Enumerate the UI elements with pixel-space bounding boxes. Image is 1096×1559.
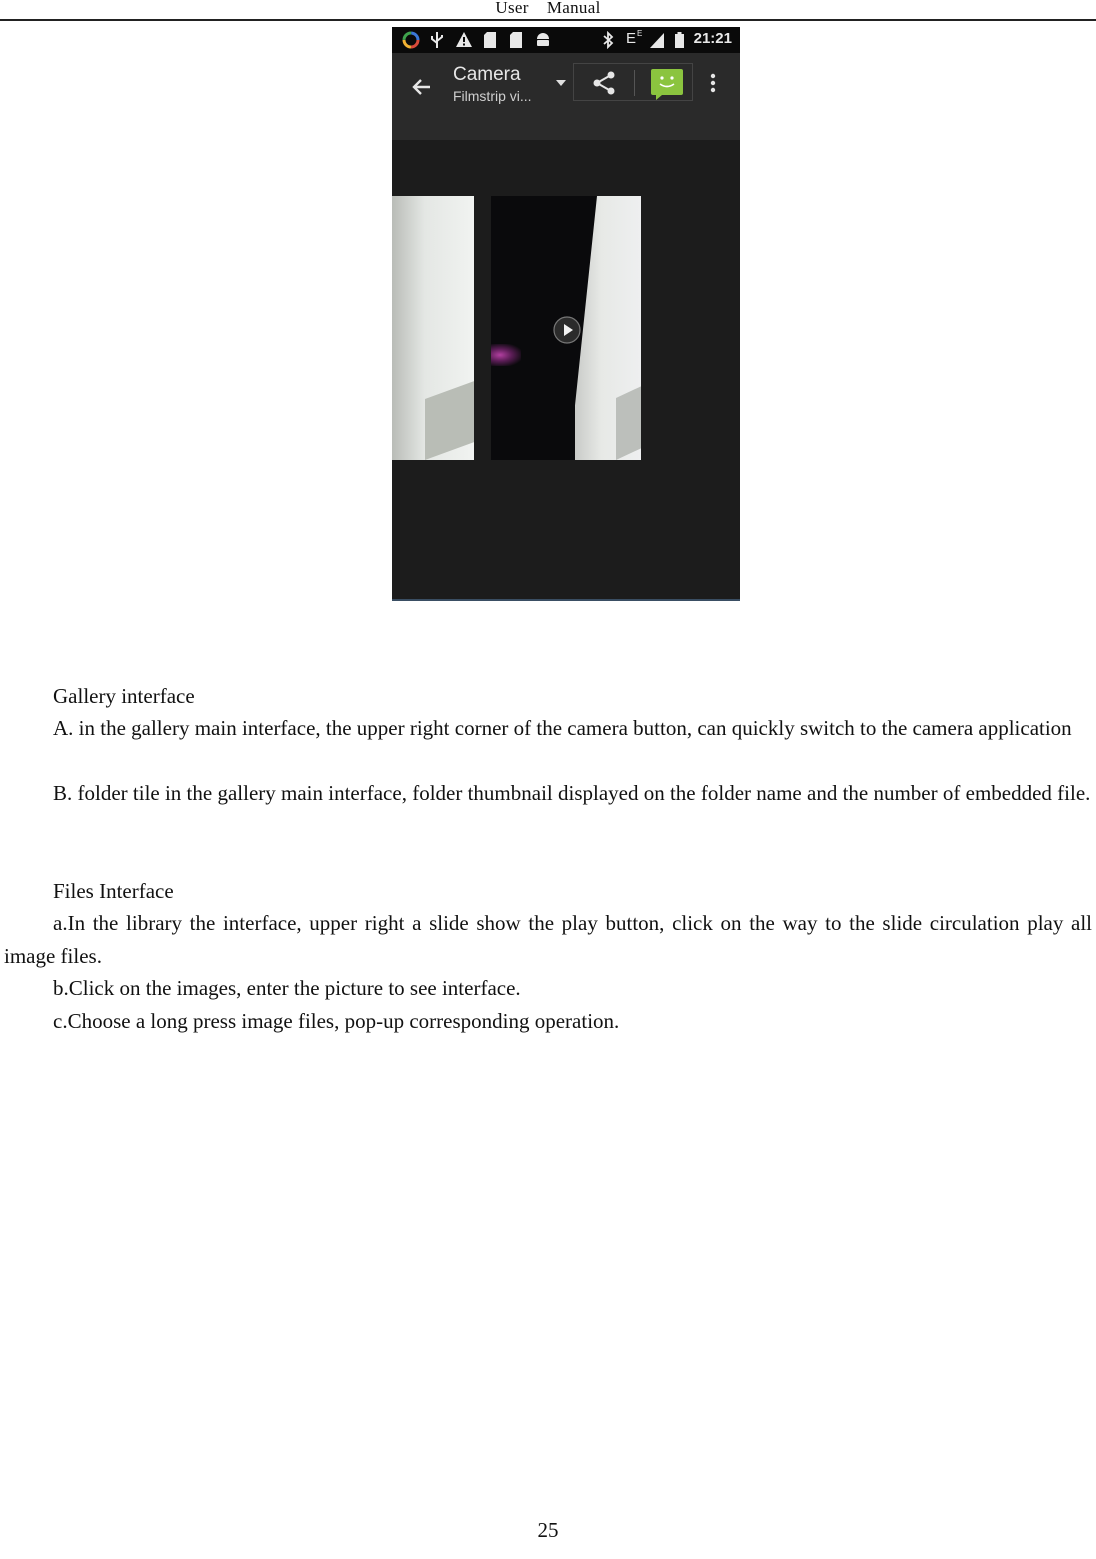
screen-bottom-edge	[392, 599, 740, 601]
warning-icon	[455, 31, 473, 49]
section-heading-gallery: Gallery interface	[53, 684, 195, 708]
view-mode-subtitle[interactable]: Filmstrip vi...	[453, 88, 532, 104]
signal-icon	[649, 31, 665, 49]
filmstrip-photo-thumbnail[interactable]	[392, 196, 474, 460]
paragraph-files-c: c.Choose a long press image files, pop-up corresponding operation.	[53, 1009, 620, 1033]
usb-icon	[430, 31, 444, 49]
chevron-down-icon[interactable]	[556, 80, 566, 86]
share-icon[interactable]	[591, 70, 617, 96]
back-arrow-icon[interactable]	[410, 75, 434, 99]
paragraph-files-b: b.Click on the images, enter the picture to see interface.	[53, 976, 521, 1000]
app-color-icon	[402, 31, 420, 49]
share-action-group	[573, 63, 693, 101]
header-rule	[0, 19, 1096, 21]
bluetooth-icon	[602, 31, 614, 49]
video-wall-shadow	[616, 386, 641, 460]
status-bar	[392, 27, 740, 53]
play-icon[interactable]	[553, 316, 581, 344]
share-divider	[634, 70, 635, 96]
android-icon	[535, 31, 551, 49]
sd-card-icon	[483, 31, 497, 49]
video-light-glow	[491, 344, 521, 366]
section-heading-files: Files Interface	[53, 879, 174, 903]
album-title: Camera	[453, 64, 521, 85]
network-type-superscript: E	[637, 29, 643, 38]
phone-screenshot	[392, 27, 740, 601]
photo-shadow	[425, 381, 474, 460]
overflow-menu-icon[interactable]	[710, 72, 716, 94]
action-bar	[392, 53, 740, 140]
status-time: 21:21	[693, 30, 732, 47]
running-header: User Manual	[495, 0, 601, 17]
paragraph-gallery-b: B. folder tile in the gallery main interface, folder thumbnail displayed on the folder name and the number of embedded file.	[53, 781, 1091, 805]
paragraph-files-a: a.In the library the interface, upper right a slide show the play button, click on the way to the slide circulation play all image files.	[4, 911, 1092, 968]
paragraph-gallery-a: A. in the gallery main interface, the upper right corner of the camera button, can quickly switch to the camera application	[53, 716, 1072, 740]
sd-card-2-icon	[509, 31, 523, 49]
network-type-label: E	[626, 30, 637, 47]
page-number: 25	[537, 1518, 559, 1542]
messaging-app-icon[interactable]	[650, 67, 684, 101]
battery-icon	[674, 31, 685, 49]
